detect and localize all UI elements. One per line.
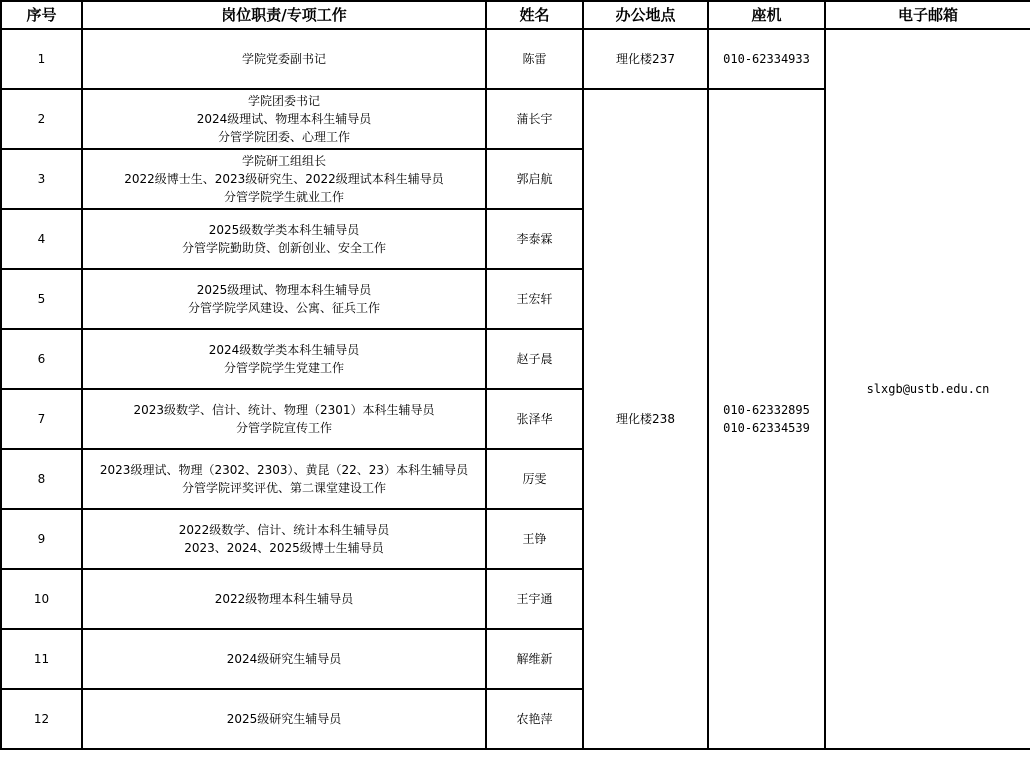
header-office: 办公地点	[583, 1, 708, 29]
cell-duties	[82, 449, 486, 509]
duty-line: 分管学院团委、心理工作	[217, 130, 350, 144]
cell-name: 农艳萍	[486, 689, 583, 749]
duty-line: 2024级理试、物理本科生辅导员	[196, 112, 372, 126]
duty-line: 分管学院宣传工作	[235, 421, 332, 435]
cell-name: 陈雷	[486, 29, 583, 89]
cell-duties	[82, 569, 486, 629]
cell-seq: 9	[1, 509, 82, 569]
cell-seq: 7	[1, 389, 82, 449]
cell-name: 王宇通	[486, 569, 583, 629]
duty-line: 2022级数学、信计、统计本科生辅导员	[178, 523, 390, 537]
duty-line: 分管学院勤助贷、创新创业、安全工作	[181, 241, 386, 255]
duty-line: 2024级数学类本科生辅导员	[208, 343, 360, 357]
cell-duties	[82, 389, 486, 449]
duty-line: 学院团委书记	[247, 94, 320, 108]
cell-name: 厉雯	[486, 449, 583, 509]
phone-line: 010-62332895	[723, 403, 810, 417]
cell-seq: 6	[1, 329, 82, 389]
duty-line: 2025级数学类本科生辅导员	[208, 223, 360, 237]
cell-name: 赵子晨	[486, 329, 583, 389]
cell-duties	[82, 209, 486, 269]
cell-name: 解维新	[486, 629, 583, 689]
duty-line: 2022级物理本科生辅导员	[214, 592, 354, 606]
cell-seq: 5	[1, 269, 82, 329]
cell-duties	[82, 89, 486, 149]
duty-line: 2024级研究生辅导员	[226, 652, 342, 666]
header-phone: 座机	[708, 1, 825, 29]
table-row	[1, 29, 1030, 89]
cell-name: 李泰霖	[486, 209, 583, 269]
header-duties: 岗位职责/专项工作	[82, 1, 486, 29]
cell-office: 理化楼237	[583, 29, 708, 89]
cell-duties	[82, 689, 486, 749]
cell-name: 王宏轩	[486, 269, 583, 329]
header-row	[1, 1, 1030, 29]
duty-line: 2022级博士生、2023级研究生、2022级理试本科生辅导员	[124, 172, 444, 186]
duty-line: 分管学院评奖评优、第二课堂建设工作	[181, 481, 386, 495]
cell-name: 张泽华	[486, 389, 583, 449]
cell-seq: 8	[1, 449, 82, 509]
header-name: 姓名	[486, 1, 583, 29]
cell-seq: 1	[1, 29, 82, 89]
phone-line: 010-62334539	[723, 421, 810, 435]
cell-seq: 2	[1, 89, 82, 149]
duty-line: 分管学院学风建设、公寓、征兵工作	[187, 301, 380, 315]
cell-phone-shared	[708, 89, 825, 749]
cell-seq: 10	[1, 569, 82, 629]
header-email: 电子邮箱	[825, 1, 1030, 29]
duty-line: 学院研工组组长	[241, 154, 326, 168]
cell-seq: 4	[1, 209, 82, 269]
duty-line: 学院党委副书记	[241, 52, 326, 66]
header-seq: 序号	[1, 1, 82, 29]
cell-name: 王铮	[486, 509, 583, 569]
duty-line: 2023级理试、物理（2302、2303）、黄昆（22、23）本科生辅导员	[99, 463, 469, 477]
cell-name: 郭启航	[486, 149, 583, 209]
cell-email: slxgb@ustb.edu.cn	[825, 29, 1030, 749]
cell-phone: 010-62334933	[708, 29, 825, 89]
cell-seq: 3	[1, 149, 82, 209]
cell-duties	[82, 29, 486, 89]
cell-duties	[82, 329, 486, 389]
cell-office-shared: 理化楼238	[583, 89, 708, 749]
cell-name: 蒲长宇	[486, 89, 583, 149]
duty-line: 分管学院学生党建工作	[223, 361, 344, 375]
duty-line: 2025级理试、物理本科生辅导员	[196, 283, 372, 297]
cell-seq: 11	[1, 629, 82, 689]
duty-line: 2023级数学、信计、统计、物理（2301）本科生辅导员	[133, 403, 435, 417]
duty-line: 2023、2024、2025级博士生辅导员	[184, 541, 384, 555]
duty-line: 2025级研究生辅导员	[226, 712, 342, 726]
cell-duties	[82, 629, 486, 689]
cell-duties	[82, 269, 486, 329]
cell-duties	[82, 149, 486, 209]
cell-duties	[82, 509, 486, 569]
cell-seq: 12	[1, 689, 82, 749]
duty-line: 分管学院学生就业工作	[223, 190, 344, 204]
